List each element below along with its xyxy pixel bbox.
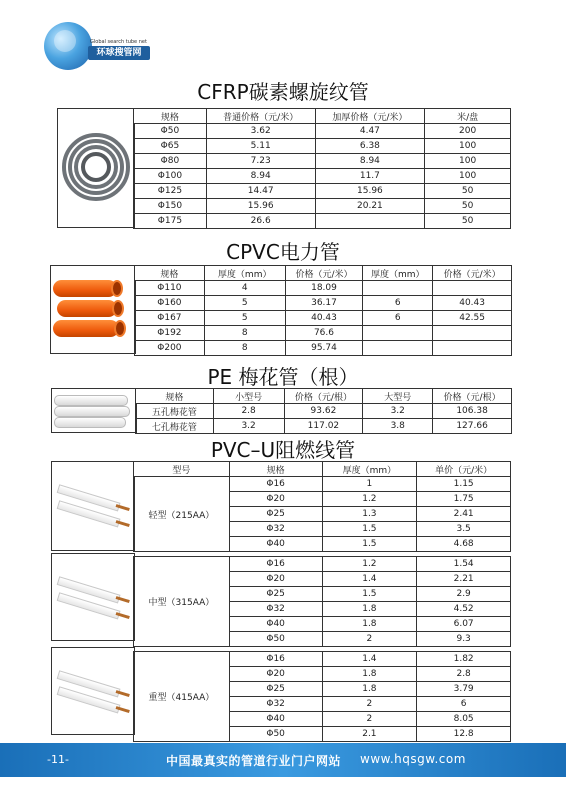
pvcu-cell: 2.21 [417, 572, 511, 587]
pe-pipe-image [51, 388, 137, 433]
cfrp-cell: 4.47 [315, 124, 425, 139]
cfrp-pipe-image [57, 108, 135, 228]
pvcu-cell: 3.79 [417, 682, 511, 697]
cfrp-header-row [134, 109, 511, 124]
globe-logo-icon [44, 22, 92, 70]
cpvc-header-cell: 规格 [135, 266, 205, 281]
pvcu-cell: 2.9 [417, 587, 511, 602]
pe-header-cell: 小型号 [213, 389, 284, 404]
cpvc-row [135, 281, 512, 296]
pvcu-cell: 1.4 [322, 652, 417, 667]
pe-cell: 五孔梅花管 [136, 404, 214, 419]
pvcu-cell: 1.5 [322, 587, 417, 602]
cfrp-header-cell: 规格 [134, 109, 207, 124]
pvcu-cell: 2 [322, 712, 417, 727]
pe-header-cell: 规格 [136, 389, 214, 404]
cpvc-cell: 76.6 [285, 326, 363, 341]
pvcu-cell: 1.8 [322, 682, 417, 697]
pvcu-cell: 1.8 [322, 617, 417, 632]
pvcu-header-cell: 规格 [229, 462, 322, 477]
cfrp-cell: Φ100 [134, 169, 207, 184]
cpvc-cell [363, 281, 433, 296]
pvcu-cell: 2.1 [322, 727, 417, 742]
cpvc-row [135, 296, 512, 311]
pvcu-light-image [51, 461, 135, 551]
pvcu-cell: Φ32 [229, 602, 322, 617]
pe-row [136, 419, 512, 434]
pe-cell: 106.38 [433, 404, 512, 419]
cpvc-cell: 4 [204, 281, 285, 296]
pvcu-cell: 2.41 [417, 507, 511, 522]
pvcu-cell: 2.8 [417, 667, 511, 682]
cpvc-cell [433, 326, 512, 341]
pvcu-medium-image [51, 553, 135, 641]
pvcu-cell: 6 [417, 697, 511, 712]
cpvc-header-cell: 厚度（mm） [363, 266, 433, 281]
site-logo[interactable] [44, 22, 154, 74]
cfrp-cell: 6.38 [315, 139, 425, 154]
pvcu-cell: 1.8 [322, 667, 417, 682]
cpvc-cell: Φ200 [135, 341, 205, 356]
pvcu-cell: Φ40 [229, 537, 322, 552]
pvcu-cell: Φ32 [229, 522, 322, 537]
pvcu-cell: 6.07 [417, 617, 511, 632]
pe-cell: 117.02 [284, 419, 363, 434]
cfrp-cell: 5.11 [206, 139, 315, 154]
pvcu-cell: 1.8 [322, 602, 417, 617]
pvcu-cell: 2 [322, 697, 417, 712]
cfrp-header-cell: 普通价格（元/米） [206, 109, 315, 124]
cfrp-cell: 100 [425, 169, 511, 184]
cpvc-pipe-image [50, 265, 136, 354]
pe-price-table [135, 388, 512, 434]
cfrp-cell: 100 [425, 154, 511, 169]
pvcu-section-title: PVC–U阻燃线管 [210, 438, 356, 462]
footer-bar [0, 743, 566, 777]
cfrp-header-cell: 加厚价格（元/米） [315, 109, 425, 124]
pvcu-row [134, 652, 511, 667]
cfrp-cell: Φ150 [134, 199, 207, 214]
pvcu-cell: 4.68 [417, 537, 511, 552]
pe-cell: 七孔梅花管 [136, 419, 214, 434]
pe-header-cell: 价格（元/根） [284, 389, 363, 404]
cpvc-cell: 5 [204, 311, 285, 326]
cpvc-cell [363, 341, 433, 356]
pvcu-header-cell: 厚度（mm） [322, 462, 417, 477]
pvcu-cell: Φ16 [229, 652, 322, 667]
cpvc-row [135, 326, 512, 341]
cpvc-cell: 6 [363, 311, 433, 326]
pvcu-cell: 1.5 [322, 537, 417, 552]
pvcu-cell: 1.2 [322, 557, 417, 572]
pvcu-cell: Φ50 [229, 727, 322, 742]
cpvc-row [135, 341, 512, 356]
cfrp-cell: 200 [425, 124, 511, 139]
pvcu-heavy-image [51, 647, 135, 735]
cpvc-cell: 40.43 [433, 296, 512, 311]
pvcu-cell: 4.52 [417, 602, 511, 617]
cfrp-cell: Φ80 [134, 154, 207, 169]
cfrp-cell: Φ50 [134, 124, 207, 139]
pvcu-cell: 2 [322, 632, 417, 647]
pe-section-title: PE 梅花管（根） [207, 365, 359, 389]
pvcu-cell: Φ20 [229, 492, 322, 507]
cfrp-cell: Φ125 [134, 184, 207, 199]
pe-header-cell: 价格（元/根） [433, 389, 512, 404]
pvcu-cell: 1.82 [417, 652, 511, 667]
cfrp-cell: 14.47 [206, 184, 315, 199]
pvcu-header-cell: 型号 [134, 462, 230, 477]
pvcu-cell: 9.3 [417, 632, 511, 647]
pvcu-cell: Φ16 [229, 477, 322, 492]
pvcu-group-name: 中型（315AA） [134, 557, 230, 647]
page-number: -11- [47, 753, 69, 766]
cfrp-cell: 100 [425, 139, 511, 154]
cfrp-cell: 50 [425, 184, 511, 199]
pe-cell: 93.62 [284, 404, 363, 419]
pvcu-price-table [133, 461, 511, 742]
pvcu-header-cell: 单价（元/米） [417, 462, 511, 477]
cpvc-price-table [134, 265, 512, 356]
pvcu-cell: 1.3 [322, 507, 417, 522]
pvcu-cell: 8.05 [417, 712, 511, 727]
cpvc-cell: 36.17 [285, 296, 363, 311]
cfrp-cell: 7.23 [206, 154, 315, 169]
pvcu-group-name: 重型（415AA） [134, 652, 230, 742]
pe-cell: 2.8 [213, 404, 284, 419]
pvcu-row [134, 477, 511, 492]
cpvc-cell [433, 281, 512, 296]
pvcu-cell: Φ40 [229, 712, 322, 727]
pvcu-cell: Φ25 [229, 587, 322, 602]
cpvc-cell: 40.43 [285, 311, 363, 326]
pvcu-row [134, 557, 511, 572]
cfrp-cell: 8.94 [315, 154, 425, 169]
pvcu-cell: Φ25 [229, 507, 322, 522]
pvcu-cell: 12.8 [417, 727, 511, 742]
cfrp-header-cell: 米/盘 [425, 109, 511, 124]
cfrp-cell: 8.94 [206, 169, 315, 184]
cfrp-row [134, 124, 511, 139]
cfrp-cell: Φ175 [134, 214, 207, 229]
cpvc-cell: Φ192 [135, 326, 205, 341]
pe-cell: 3.8 [363, 419, 433, 434]
pe-cell: 127.66 [433, 419, 512, 434]
cpvc-cell: 18.09 [285, 281, 363, 296]
cfrp-section-title: CFRP碳素螺旋纹管 [197, 80, 369, 104]
cfrp-row [134, 169, 511, 184]
cpvc-section-title: CPVC电力管 [226, 240, 340, 264]
cpvc-cell: 42.55 [433, 311, 512, 326]
logo-chinese-text: 环球搜管网 [88, 46, 150, 60]
cfrp-row [134, 139, 511, 154]
pvcu-cell: Φ20 [229, 572, 322, 587]
cpvc-cell: 5 [204, 296, 285, 311]
pvcu-cell: Φ50 [229, 632, 322, 647]
pvcu-cell: Φ16 [229, 557, 322, 572]
cfrp-cell: Φ65 [134, 139, 207, 154]
cfrp-row [134, 154, 511, 169]
cpvc-cell: Φ167 [135, 311, 205, 326]
pe-row [136, 404, 512, 419]
pvcu-cell: Φ20 [229, 667, 322, 682]
cpvc-row [135, 311, 512, 326]
pvcu-cell: 1.75 [417, 492, 511, 507]
pvcu-cell: Φ40 [229, 617, 322, 632]
footer-slogan: 中国最真实的管道行业门户网站 [166, 754, 342, 768]
cfrp-cell: 50 [425, 199, 511, 214]
cfrp-row [134, 214, 511, 229]
cpvc-cell: 8 [204, 326, 285, 341]
pvcu-group-name: 轻型（215AA） [134, 477, 230, 552]
pe-header-row [136, 389, 512, 404]
pe-header-cell: 大型号 [363, 389, 433, 404]
pe-cell: 3.2 [363, 404, 433, 419]
cfrp-cell: 15.96 [315, 184, 425, 199]
cpvc-header-cell: 价格（元/米） [433, 266, 512, 281]
footer-website-link[interactable]: www.hqsgw.com [360, 752, 466, 766]
cfrp-cell [315, 214, 425, 229]
pvcu-cell: 1.4 [322, 572, 417, 587]
cpvc-header-cell: 厚度（mm） [204, 266, 285, 281]
cfrp-cell: 26.6 [206, 214, 315, 229]
cpvc-cell: 95.74 [285, 341, 363, 356]
pvcu-cell: Φ32 [229, 697, 322, 712]
cpvc-header-row [135, 266, 512, 281]
logo-english-text: Global search tube net [90, 39, 147, 45]
pvcu-cell: 1.54 [417, 557, 511, 572]
pvcu-cell: 1.15 [417, 477, 511, 492]
cpvc-cell [433, 341, 512, 356]
cfrp-cell: 3.62 [206, 124, 315, 139]
pe-cell: 3.2 [213, 419, 284, 434]
cpvc-cell: 8 [204, 341, 285, 356]
cpvc-cell: Φ160 [135, 296, 205, 311]
pvcu-cell: 1.2 [322, 492, 417, 507]
cpvc-header-cell: 价格（元/米） [285, 266, 363, 281]
cpvc-cell [363, 326, 433, 341]
cfrp-cell: 50 [425, 214, 511, 229]
pvcu-header-row [134, 462, 511, 477]
pvcu-cell: Φ25 [229, 682, 322, 697]
cfrp-price-table [133, 108, 511, 229]
cfrp-cell: 15.96 [206, 199, 315, 214]
pvcu-cell: 1 [322, 477, 417, 492]
cpvc-cell: Φ110 [135, 281, 205, 296]
cfrp-row [134, 184, 511, 199]
cfrp-row [134, 199, 511, 214]
pvcu-cell: 1.5 [322, 522, 417, 537]
cfrp-cell: 20.21 [315, 199, 425, 214]
pvcu-cell: 3.5 [417, 522, 511, 537]
cfrp-cell: 11.7 [315, 169, 425, 184]
cpvc-cell: 6 [363, 296, 433, 311]
